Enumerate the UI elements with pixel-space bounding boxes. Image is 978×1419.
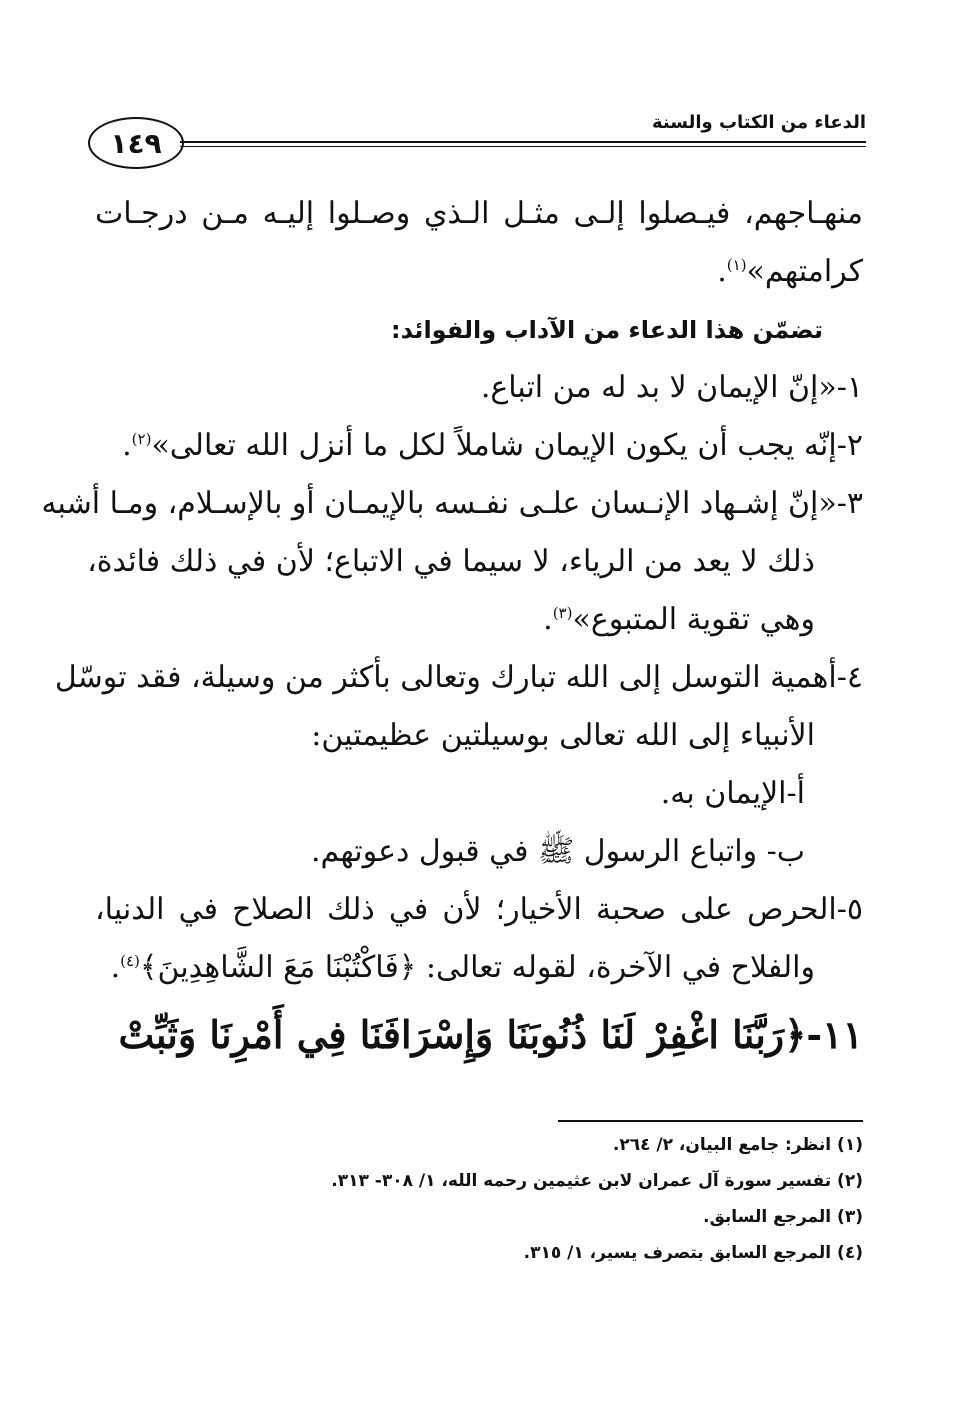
running-title: الدعاء من الكتاب والسنة	[651, 112, 866, 133]
list-item: ٤-أهمية التوسل إلى الله تبارك وتعالى بأكثر من وسيلة، فقد توسّل	[54, 660, 863, 695]
footnote: (٢) تفسير سورة آل عمران لابن عثيمين رحمه الله، ١/ ٣٠٨- ٣١٣.	[331, 1171, 863, 1191]
body-line: منهـاجهم، فيـصلوا إلـى مثـل الـذي وصـلوا إليـه مـن درجـات	[95, 196, 863, 231]
list-item-continuation	[95, 939, 863, 997]
punctuation: .	[543, 602, 553, 637]
footnote-ref: (٣)	[552, 604, 573, 622]
list-item	[95, 417, 863, 475]
page-number: ١٤٩	[88, 117, 184, 169]
section-heading: تضمّن هذا الدعاء من الآداب والفوائد:	[390, 316, 823, 344]
footnote: (٣) المرجع السابق.	[703, 1207, 863, 1227]
footnotes	[95, 1127, 863, 1271]
footnote-ref: (١)	[726, 256, 747, 274]
sub-item: ب- واتباع الرسول ﷺ في قبول دعوتهم.	[310, 834, 805, 869]
list-item-continuation: الأنبياء إلى الله تعالى بوسيلتين عظيمتين:	[311, 718, 815, 753]
list-item-continuation: ذلك لا يعد من الرياء، لا سيما في الاتباع؛ لأن في ذلك فائدة،	[87, 544, 815, 579]
header-rule-thin	[180, 146, 866, 147]
body-text: ٢-إنّه يجب أن يكون الإيمان شاملاً لكل ما أنزل الله تعالى»	[151, 428, 863, 463]
punctuation: .	[122, 428, 132, 463]
punctuation: .	[110, 950, 121, 985]
body-text: وهي تقوية المتبوع»	[572, 602, 815, 637]
body-text: كرامتهم»	[746, 254, 863, 289]
list-item: ٥-الحرص على صحبة الأخيار؛ لأن في ذلك الصلاح في الدنيا،	[95, 892, 863, 927]
verse-heading: ١١-﴿رَبَّنَا اغْفِرْ لَنَا ذُنُوبَنَا وَإِسْرَافَنَا فِي أَمْرِنَا وَثَبِّتْ	[118, 1012, 863, 1057]
page-body	[41, 185, 863, 1073]
footnote-ref: (٤)	[120, 952, 140, 970]
list-item-continuation	[95, 591, 863, 649]
list-item: ١-«إنّ الإيمان لا بد له من اتباع.	[480, 370, 863, 405]
footnote-divider	[558, 1120, 863, 1122]
punctuation: .	[717, 254, 727, 289]
body-text: والفلاح في الآخرة، لقوله تعالى: ﴿فَاكْتُبْنَا مَعَ الشَّاهِدِينَ﴾	[139, 950, 815, 985]
footnote-ref: (٢)	[131, 430, 152, 448]
footnote: (١) انظر: جامع البيان، ٢/ ٢٦٤.	[612, 1135, 863, 1155]
list-item: ٣-«إنّ إشـهاد الإنـسان علـى نفـسه بالإيمـان أو بالإسـلام، ومـا أشبه	[41, 486, 863, 521]
footnote: (٤) المرجع السابق بتصرف يسير، ١/ ٣١٥.	[523, 1243, 863, 1263]
header-rule	[180, 141, 866, 143]
body-line	[95, 243, 863, 301]
sub-item: أ-الإيمان به.	[660, 776, 805, 811]
